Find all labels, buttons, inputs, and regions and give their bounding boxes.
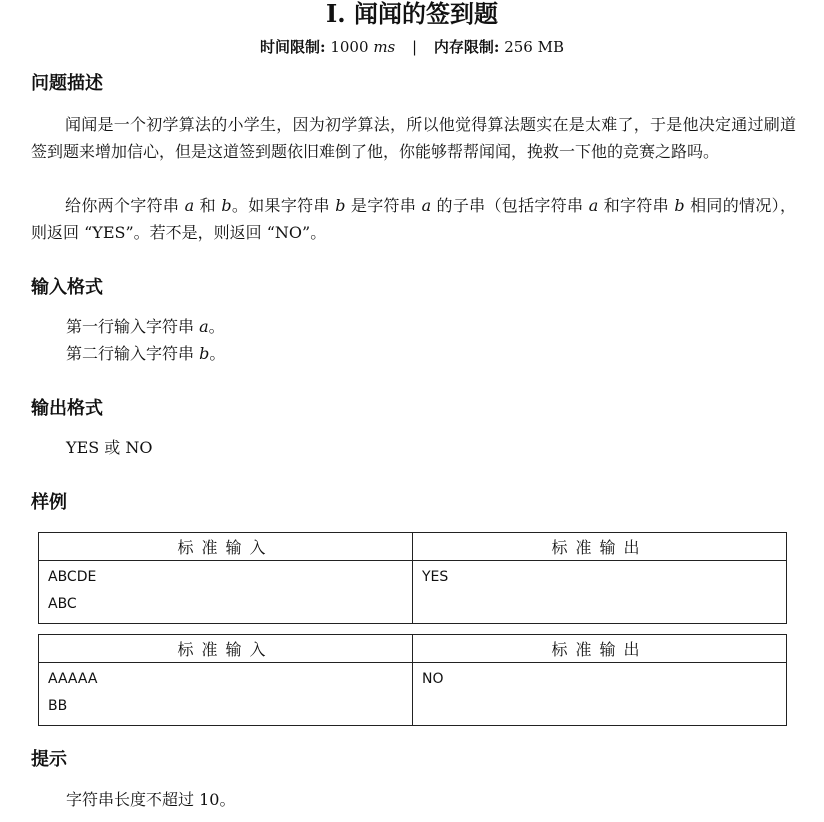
hint-text: 字符串长度不超过 10。: [66, 790, 236, 809]
time-limit-unit: ms: [373, 38, 396, 56]
input-format-line-1: [66, 313, 225, 340]
sample-output-cell: [413, 561, 787, 624]
sample-table-1: [38, 532, 787, 624]
text-segment: 的子串（包括字符串: [431, 196, 589, 215]
sample-output-header: 标准输出: [413, 533, 787, 561]
sample-input-line: BB: [48, 698, 68, 714]
text-segment: 和: [194, 196, 222, 215]
sample-input-header: 标准输入: [39, 635, 413, 663]
hint-heading: 提示: [31, 749, 67, 770]
limits-line: [0, 36, 824, 58]
samples-heading: 样例: [31, 492, 67, 513]
var-a: a: [588, 196, 599, 215]
limits-separator: |: [412, 38, 418, 56]
text-segment: 相同的情况），则返回 “YES”。若不是，则返回 “NO”。: [31, 196, 796, 242]
problem-title: I. 闻闻的签到题: [326, 0, 498, 28]
text-segment: 。如果字符串: [231, 196, 336, 215]
sample-output-cell: [413, 663, 787, 726]
sample-input-line: AAAAA: [48, 671, 98, 687]
sample-output-line: YES: [422, 569, 449, 585]
sample-input-line: ABCDE: [48, 569, 97, 585]
sample-input-cell: [39, 561, 413, 624]
sample-input-line: ABC: [48, 596, 77, 612]
description-paragraph-2: [31, 192, 796, 246]
time-limit-value: 1000: [330, 38, 369, 56]
var-b: b: [199, 344, 210, 363]
var-a: a: [184, 196, 195, 215]
input-format-line-2: [66, 340, 225, 367]
text-segment: 和字符串: [598, 196, 675, 215]
sample-output-header: 标准输出: [413, 635, 787, 663]
text-segment: 第二行输入字符串: [66, 344, 200, 363]
text-segment: 是字符串: [345, 196, 422, 215]
sample-input-header: 标准输入: [39, 533, 413, 561]
text-segment: 第一行输入字符串: [66, 317, 200, 336]
description-paragraph-1: 闻闻是一个初学算法的小学生，因为初学算法，所以他觉得算法题实在是太难了，于是他决定通过刷道签到题来增加信心，但是这道签到题依旧难倒了他，你能够帮帮闻闻，挽救一下他的竞赛之路吗。: [31, 115, 796, 161]
var-b: b: [221, 196, 232, 215]
description-heading: 问题描述: [31, 73, 103, 94]
var-b: b: [335, 196, 346, 215]
var-b: b: [674, 196, 685, 215]
sample-output-line: NO: [422, 671, 444, 687]
sample-table-2: [38, 634, 787, 726]
var-a: a: [199, 317, 209, 336]
memory-limit-label: 内存限制:: [433, 38, 500, 56]
time-limit-label: 时间限制:: [260, 38, 326, 56]
output-format-heading: 输出格式: [31, 398, 103, 419]
sample-input-cell: [39, 663, 413, 726]
text-segment: 。: [209, 344, 226, 363]
input-format-heading: 输入格式: [31, 277, 103, 298]
memory-limit-value: 256 MB: [504, 38, 564, 56]
text-segment: 。: [208, 317, 225, 336]
var-a: a: [421, 196, 432, 215]
text-segment: 给你两个字符串: [65, 196, 185, 215]
output-format-text: YES 或 NO: [66, 438, 153, 457]
